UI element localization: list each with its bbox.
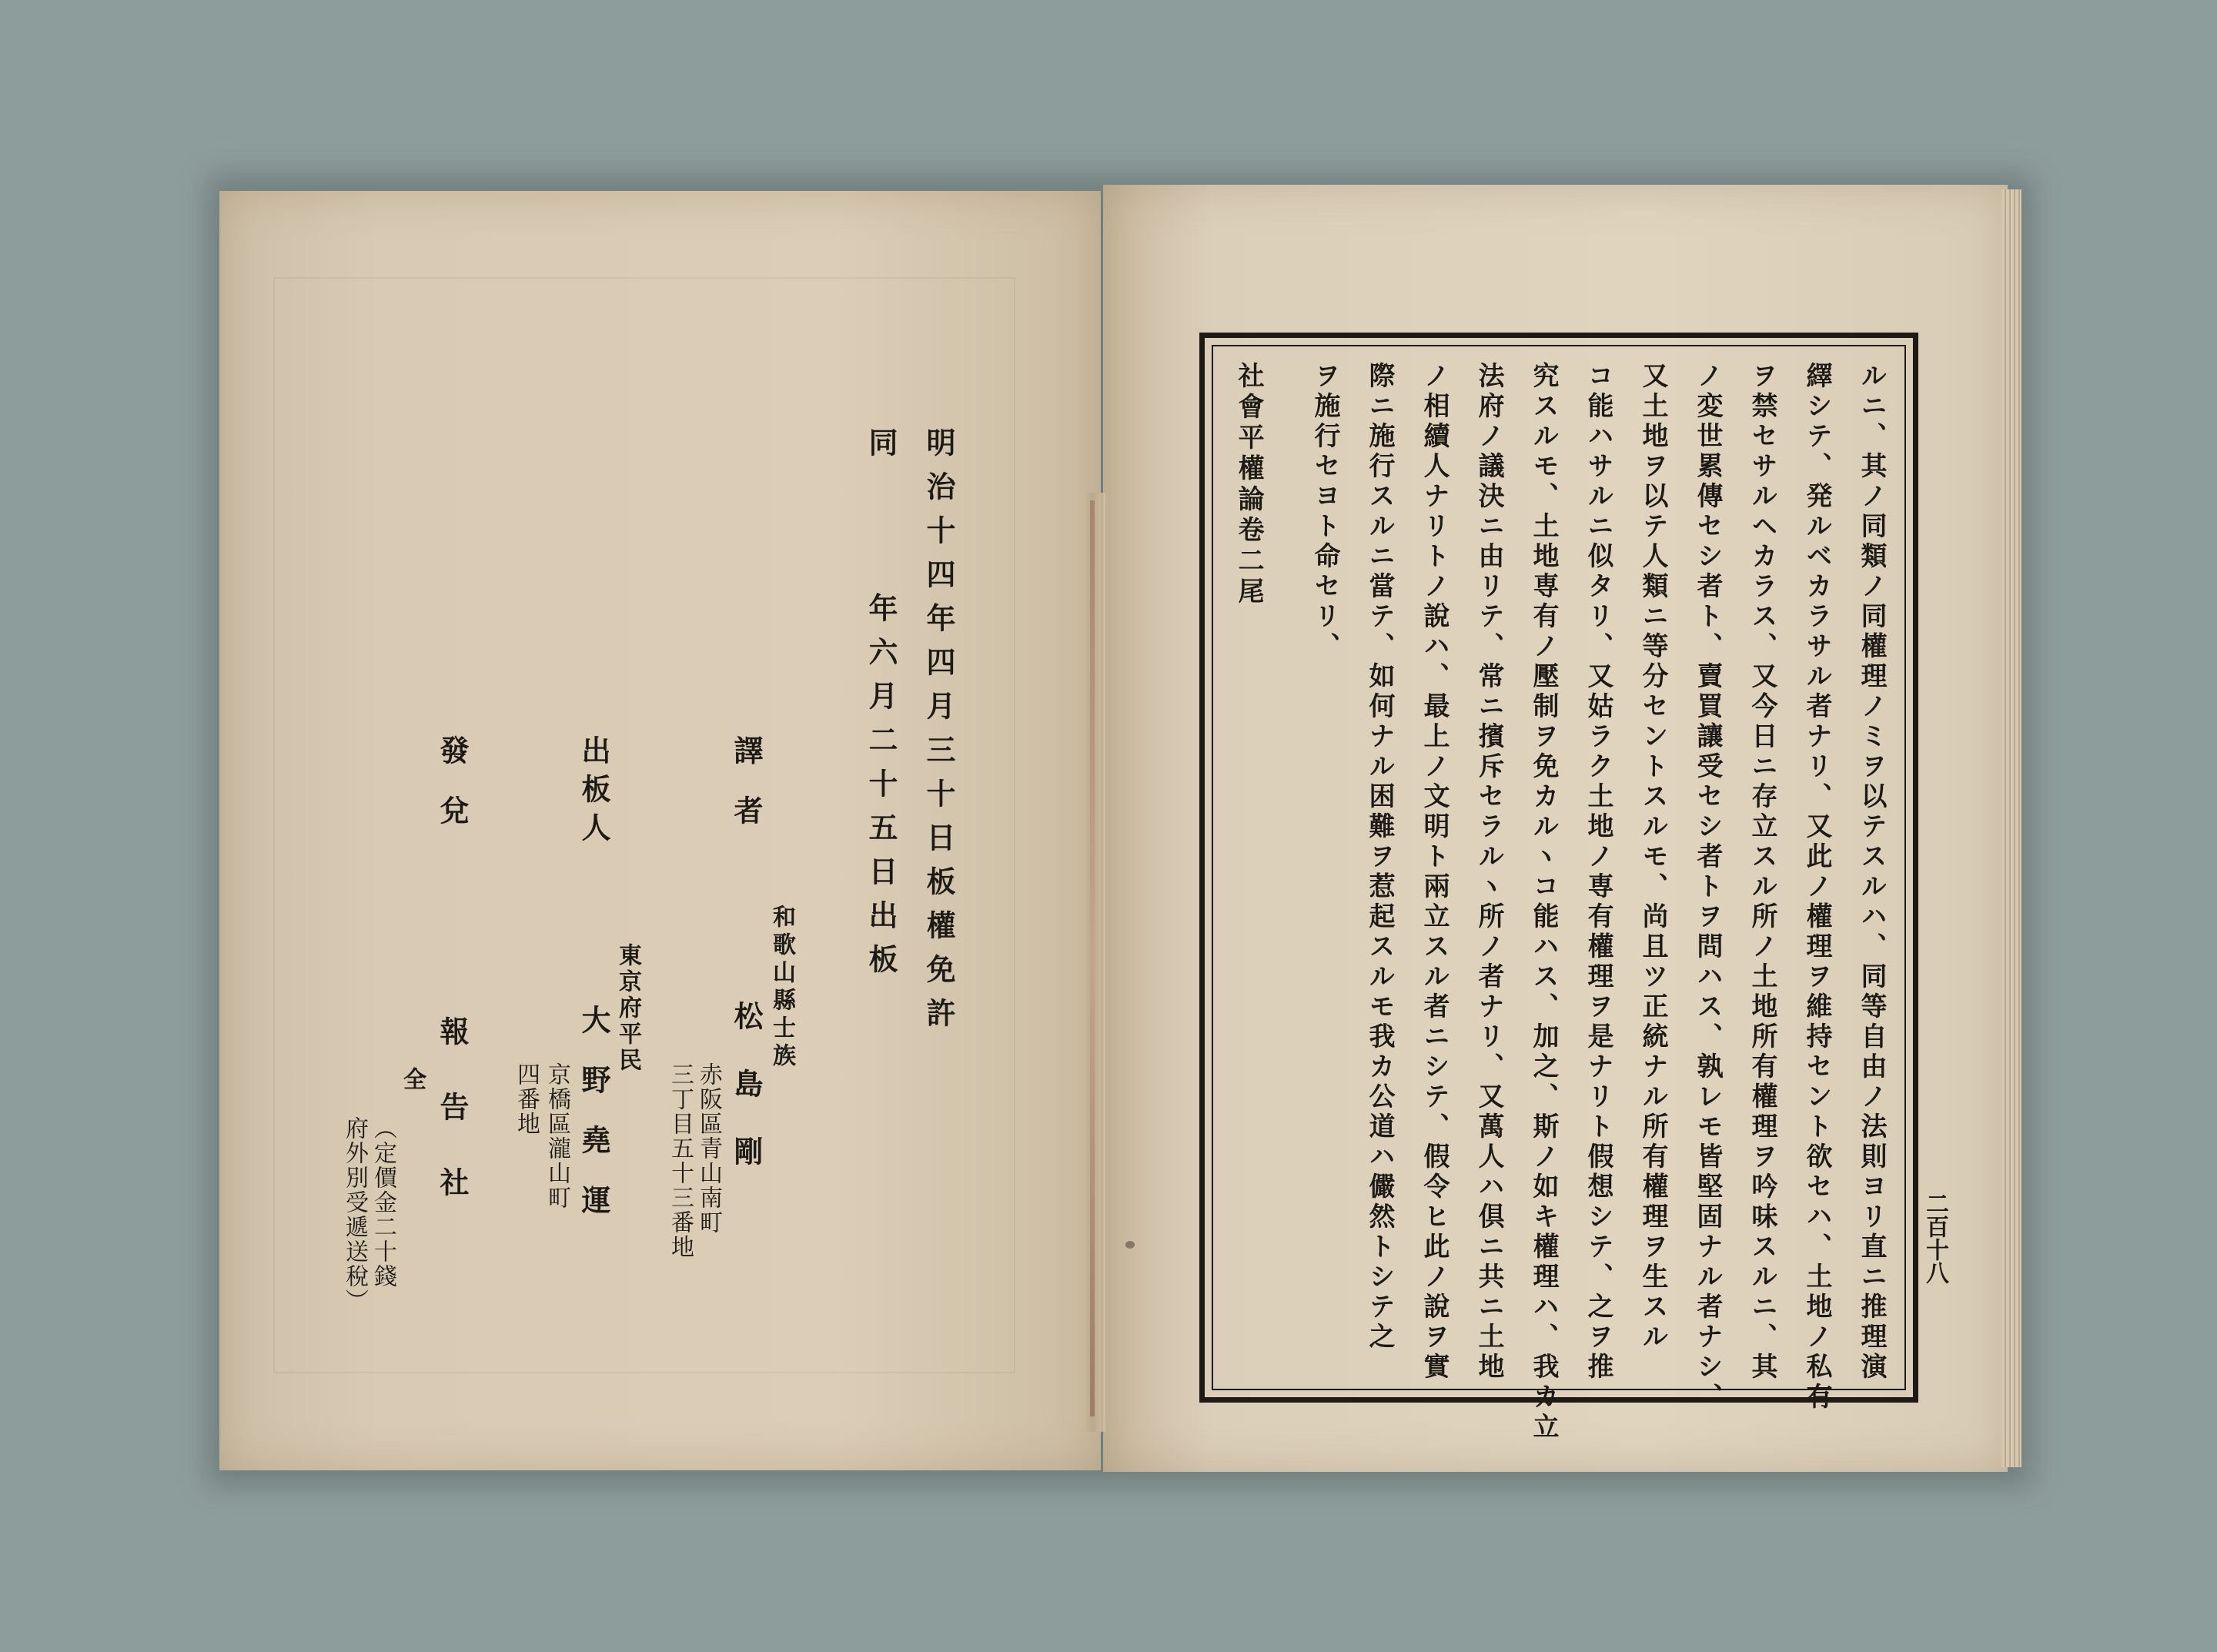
colophon-date-line: 明治十四年四月三十日板權免許 — [921, 427, 956, 1042]
body-column-1: ルニ、其ノ同類ノ同權理ノミヲ以テスルハ、同等自由ノ法則ヨリ直ニ推理演 — [1856, 362, 1887, 1383]
translator-name: 松島剛 — [729, 1001, 764, 1204]
ink-smudge — [1125, 1241, 1135, 1249]
body-column-10: 際ニ施行スルニ當テ、如何ナル困難ヲ惹起スルモ我カ公道ハ儼然トシテ之 — [1364, 362, 1395, 1353]
body-column-9: ノ相續人ナリトノ說ハ、最上ノ文明ト兩立スル者ニシテ、假令ヒ此ノ說ヲ實 — [1419, 362, 1450, 1383]
complete-mark: 全 — [399, 1067, 426, 1092]
publisher-label: 出板人 — [577, 735, 611, 851]
body-column-7: 究スルモ、土地専有ノ壓制ヲ免カルヽコ能ハス、加之、斯ノ如キ權理ハ、我カ立 — [1528, 362, 1559, 1443]
page-number: 二百十八 — [1921, 1192, 1948, 1284]
body-column-2: 繹シテ、発ルベカラサル者ナリ、又此ノ權理ヲ維持セント欲セハ、土地ノ私有 — [1801, 362, 1832, 1413]
publisher-address-1: 京橋區瀧山町 — [543, 1062, 570, 1210]
price-line-2: 府外別受遞送稅） — [341, 1116, 368, 1313]
page-edges — [2001, 189, 2021, 1467]
body-column-11: ヲ施行セヨト命セリ、 — [1309, 362, 1340, 662]
closing-title: 社會平權論卷二尾 — [1233, 362, 1264, 608]
translator-address-1: 赤阪區青山南町 — [695, 1062, 722, 1235]
body-column-3: ヲ禁セサルヘカラス、又今日ニ存立スル所ノ土地所有權理ヲ吟味スルニ、其 — [1747, 362, 1777, 1383]
body-column-5: 又土地ヲ以テ人類ニ等分セントスルモ、尚且ツ正統ナル所有權理ヲ生スル — [1637, 362, 1668, 1353]
translator-label: 譯者 — [729, 735, 764, 855]
publisher-name: 大野堯運 — [577, 1005, 611, 1245]
translator-address-2: 三丁目五十三番地 — [667, 1062, 694, 1259]
price-line-1: （定價金二十錢 — [370, 1116, 396, 1289]
issuer-label: 發兌 — [435, 735, 470, 855]
book-spine — [1084, 493, 1105, 1432]
publisher-address-2: 四番地 — [513, 1062, 540, 1136]
publisher-origin: 東京府平民 — [614, 943, 641, 1074]
binding-thread — [1090, 500, 1095, 1416]
body-column-4: ノ変世累傳セシ者ト、賣買讓受セシ者トヲ問ハス、孰レモ皆堅固ナル者ナシ、 — [1692, 362, 1723, 1413]
body-column-8: 法府ノ議決ニ由リテ、常ニ擯斥セラルヽ所ノ者ナリ、又萬人ハ倶ニ共ニ土地 — [1473, 362, 1504, 1383]
issuer-name: 報告社 — [435, 1016, 470, 1242]
body-column-6: コ能ハサルニ似タリ、又姑ラク土地ノ専有權理ヲ是ナリト假想シテ、之ヲ推 — [1583, 362, 1613, 1383]
colophon-date-line-2: 年六月二十五日出板 — [864, 593, 898, 988]
colophon-date-line-2-prefix: 同 — [864, 427, 898, 471]
translator-origin: 和歌山縣士族 — [768, 905, 795, 1071]
